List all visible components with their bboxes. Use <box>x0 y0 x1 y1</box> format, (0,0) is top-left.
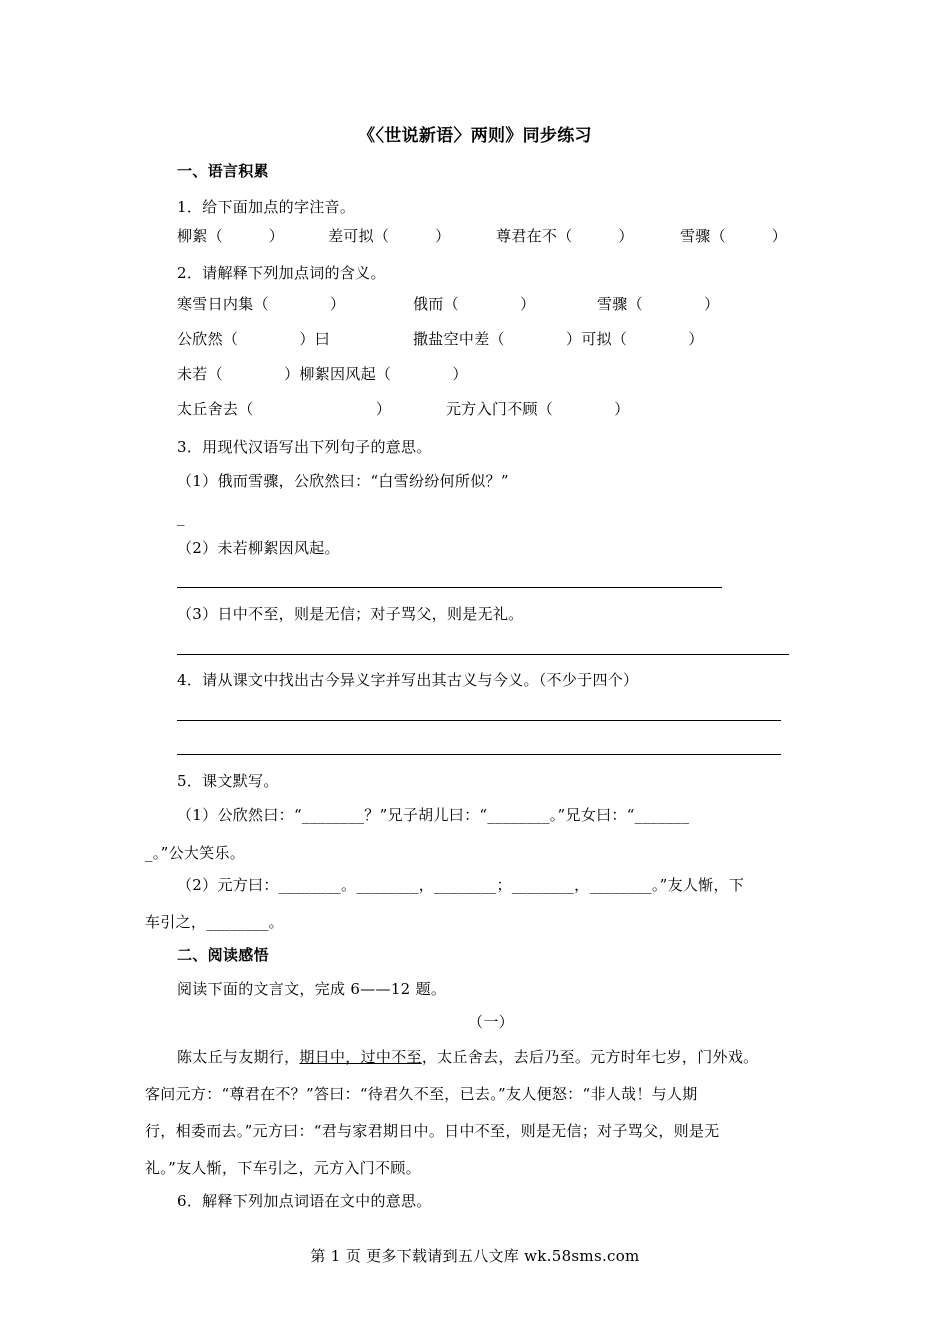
passage-line: 行，相委而去。”元方曰：“君与家君期日中。日中不至，则是无信；对子骂父，则是无 <box>145 1122 720 1140</box>
passage-line: 礼。”友人惭，下车引之，元方入门不顾。 <box>145 1159 421 1177</box>
page-title: 《〈世说新语〉两则》同步练习 <box>358 126 592 146</box>
q2-item: 雪骤（ ） <box>597 295 720 313</box>
answer-line[interactable] <box>177 720 781 721</box>
answer-line[interactable] <box>177 654 789 655</box>
q3-sentence: （2）未若柳絮因风起。 <box>177 539 340 557</box>
q1-item: 柳絮（ ） <box>177 227 285 245</box>
section1-heading: 一、语言积累 <box>177 162 269 180</box>
answer-line[interactable] <box>177 754 781 755</box>
q6-prompt: 6．解释下列加点词语在文中的意思。 <box>177 1192 432 1210</box>
q3-prompt: 3．用现代汉语写出下列句子的意思。 <box>177 438 432 456</box>
passage-text: ，太丘舍去，去后乃至。元方时年七岁，门外戏。 <box>421 1048 759 1066</box>
q3-sentence: （1）俄而雪骤，公欣然曰：“白雪纷纷何所似？” <box>177 472 509 490</box>
q2-item: 未若（ ）柳絮因风起（ ） <box>177 365 468 383</box>
q2-item: 公欣然（ ）曰 <box>177 330 331 348</box>
q2-prompt: 2．请解释下列加点词的含义。 <box>177 264 386 282</box>
reading-intro: 阅读下面的文言文，完成 6——12 题。 <box>177 980 447 998</box>
answer-line[interactable] <box>177 587 722 588</box>
q5-line: （2）元方曰：________。________，________；________，________。”友人惭，下 <box>177 876 745 894</box>
q2-item: 俄而（ ） <box>413 295 536 313</box>
page-footer: 第 1 页 更多下载请到五八文库 wk.58sms.com <box>310 1247 640 1265</box>
q5-line: _。”公大笑乐。 <box>145 844 246 862</box>
q5-line: 车引之，________。 <box>145 913 284 931</box>
q5-prompt: 5．课文默写。 <box>177 772 279 790</box>
passage-line: 客问元方：“尊君在不？”答曰：“待君久不至，已去。”友人便怒：“非人哉！与人期 <box>145 1085 698 1103</box>
passage-label: （一） <box>468 1013 514 1031</box>
passage-text: 陈太丘与友期行， <box>177 1048 300 1066</box>
q2-item: 撒盐空中差（ ）可拟（ ） <box>413 330 704 348</box>
q3-sentence: （3）日中不至，则是无信；对子骂父，则是无礼。 <box>177 605 524 623</box>
underlined-phrase: 期日中，过中不至 <box>299 1048 422 1066</box>
section2-heading: 二、阅读感悟 <box>177 946 269 964</box>
q1-item: 尊君在不（ ） <box>496 227 634 245</box>
q4-prompt: 4．请从课文中找出古今异义字并写出其古义与今义。（不少于四个） <box>177 671 639 689</box>
q2-item: 寒雪日内集（ ） <box>177 295 346 313</box>
q1-item: 雪骤（ ） <box>680 227 788 245</box>
passage-line <box>177 1046 758 1068</box>
q1-item: 差可拟（ ） <box>328 227 451 245</box>
q2-item: 太丘舍去（ ） <box>177 400 392 418</box>
q2-item: 元方入门不顾（ ） <box>446 400 630 418</box>
q3-answer-blank[interactable]: _ <box>177 508 185 526</box>
q5-line: （1）公欣然曰：“________？”兄子胡儿曰：“________。”兄女曰：“_______ <box>177 806 690 824</box>
q1-prompt: 1．给下面加点的字注音。 <box>177 198 356 216</box>
